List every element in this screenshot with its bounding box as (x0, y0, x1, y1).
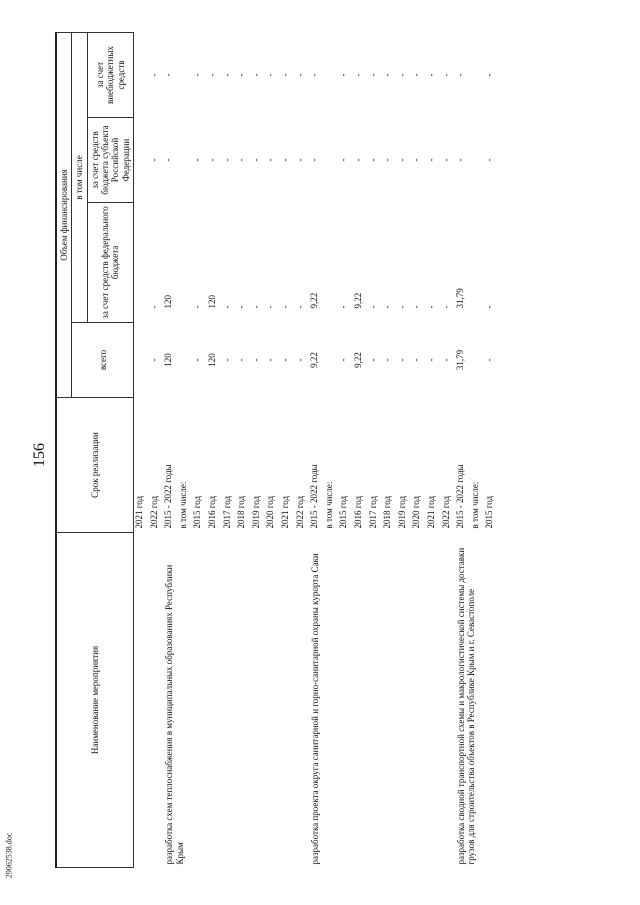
term-cell: 2022 год (148, 495, 159, 529)
term-cell: 2021 год (425, 495, 436, 529)
activity-name-cell (368, 533, 383, 868)
regional-cell: - (280, 158, 290, 162)
table-row (455, 33, 470, 868)
total-cell: - (382, 358, 393, 362)
activity-name-cell (309, 533, 324, 868)
extra-cell: - (455, 73, 466, 77)
activity-name-cell (207, 533, 222, 868)
table-row (295, 33, 310, 868)
activity-name-cell (470, 533, 485, 868)
activity-name-cell (324, 533, 339, 868)
table-row (207, 33, 222, 868)
total-cell: 9,22 (309, 352, 320, 368)
table-row (236, 33, 251, 868)
total-cell: - (425, 358, 436, 362)
federal-cell: 120 (207, 295, 218, 309)
extra-cell: - (352, 73, 363, 77)
table-row (251, 33, 266, 868)
activity-name-cell (397, 533, 412, 868)
activity-name-cell (222, 533, 237, 868)
extra-cell: - (207, 73, 218, 77)
table-row (134, 33, 149, 868)
federal-cell: - (265, 305, 276, 309)
table-header (56, 33, 134, 868)
funding-table (55, 32, 499, 868)
regional-cell: - (425, 158, 436, 162)
federal-cell (324, 203, 339, 323)
table-row (470, 33, 485, 868)
regional-cell: - (367, 158, 378, 162)
extra-cell: - (382, 73, 393, 77)
activity-name-cell (236, 533, 251, 868)
federal-cell: - (294, 305, 305, 309)
table-row (411, 33, 426, 868)
header-federal: за счет средств федерального бюджета (87, 203, 133, 323)
regional-cell: - (396, 158, 407, 162)
extra-cell: - (192, 73, 203, 77)
federal-cell: - (396, 305, 407, 309)
regional-cell: - (338, 158, 349, 162)
table-row (163, 33, 178, 868)
total-cell (324, 323, 339, 398)
extra-cell: - (280, 73, 290, 77)
table-row (426, 33, 441, 868)
federal-cell: - (338, 305, 349, 309)
table-row (441, 33, 456, 868)
table-row (368, 33, 383, 868)
federal-cell: 9,22 (309, 292, 320, 309)
header-name: Наименование мероприятия (56, 533, 134, 868)
total-cell: - (221, 358, 232, 362)
term-cell: 2017 год (221, 495, 232, 529)
term-cell: 2019 год (250, 495, 261, 529)
term-cell: 2016 год (207, 495, 218, 529)
total-cell: - (367, 358, 378, 362)
regional-cell: - (148, 158, 159, 162)
extra-cell (178, 33, 193, 118)
activity-name-cell (163, 533, 185, 868)
table-row (397, 33, 412, 868)
header-including: в том числе (72, 33, 87, 323)
extra-cell: - (265, 73, 276, 77)
term-cell: в том числе: (323, 481, 334, 529)
total-cell: - (236, 358, 247, 362)
activity-name-text: разработка проекта округа санитарной и горно-санитарной охраны курорта Саки (310, 553, 321, 865)
activity-name-cell (192, 533, 207, 868)
total-cell: 31,79 (455, 349, 466, 371)
table-row (353, 33, 368, 868)
table-row (338, 33, 353, 868)
regional-cell: - (250, 158, 261, 162)
total-cell: - (411, 358, 422, 362)
activity-name-cell (295, 533, 310, 868)
extra-cell: - (425, 73, 436, 77)
term-cell: 2020 год (411, 495, 422, 529)
regional-cell: - (221, 158, 232, 162)
extra-cell: - (163, 73, 174, 77)
total-cell: 9,22 (352, 352, 363, 368)
table-row (265, 33, 280, 868)
term-cell: 2015 год (338, 495, 349, 529)
total-cell: - (192, 358, 203, 362)
federal-cell: 9,22 (352, 292, 363, 309)
activity-name-cell (411, 533, 426, 868)
term-cell: 2021 год (134, 495, 145, 529)
extra-cell: - (294, 73, 305, 77)
activity-name-cell (353, 533, 368, 868)
extra-cell: - (484, 73, 495, 77)
footer-doc-code-text: 29062538.doc (4, 832, 14, 878)
table-row (484, 33, 499, 868)
regional-cell: - (309, 158, 320, 162)
federal-cell (470, 203, 485, 323)
total-cell (134, 323, 149, 398)
term-cell: 2022 год (294, 495, 305, 529)
footer-doc-code (2, 810, 16, 900)
term-cell: 2019 год (396, 495, 407, 529)
activity-name-cell (178, 533, 193, 868)
table-row (178, 33, 193, 868)
total-cell: - (484, 358, 495, 362)
federal-cell: 31,79 (455, 288, 466, 309)
term-cell: 2017 год (367, 495, 378, 529)
extra-cell: - (148, 73, 159, 77)
federal-cell: - (411, 305, 422, 309)
term-cell: 2016 год (352, 495, 363, 529)
federal-cell: - (425, 305, 436, 309)
table-row (280, 33, 295, 868)
regional-cell: - (382, 158, 393, 162)
regional-cell: - (352, 158, 363, 162)
activity-name-cell (484, 533, 499, 868)
federal-cell: - (148, 305, 159, 309)
landscape-table-block (55, 33, 585, 868)
term-cell: 2020 год (265, 495, 276, 529)
federal-cell: - (236, 305, 247, 309)
table-row (324, 33, 339, 868)
total-cell: 120 (207, 353, 218, 367)
term-cell: 2018 год (236, 495, 247, 529)
activity-name-text: разработка сводной транспортной схемы и макрологистической системы доставки грузов для строительства объектов в Республике Крым и г. Севастополе (456, 547, 477, 865)
regional-cell: - (294, 158, 305, 162)
header-funding: Объем финансирования (56, 33, 72, 398)
regional-cell: - (440, 158, 451, 162)
table-row (192, 33, 207, 868)
federal-cell: - (221, 305, 232, 309)
activity-name-cell (455, 533, 477, 868)
extra-cell (470, 33, 485, 118)
regional-cell: - (265, 158, 276, 162)
total-cell: - (338, 358, 349, 362)
term-cell: 2022 год (440, 495, 451, 529)
total-cell: - (396, 358, 407, 362)
extra-cell: - (396, 73, 407, 77)
extra-cell: - (236, 73, 247, 77)
extra-cell: - (367, 73, 378, 77)
federal-cell: - (440, 305, 451, 309)
term-cell: 2018 год (382, 495, 393, 529)
activity-name-cell (149, 533, 164, 868)
federal-cell (134, 203, 149, 323)
page-number (28, 440, 52, 470)
activity-name-cell (251, 533, 266, 868)
extra-cell: - (338, 73, 349, 77)
term-cell: в том числе: (177, 481, 188, 529)
table-body (134, 33, 499, 868)
extra-cell: - (309, 73, 320, 77)
regional-cell (178, 118, 193, 203)
activity-name-cell (441, 533, 456, 868)
federal-cell: - (280, 305, 290, 309)
extra-cell (134, 33, 149, 118)
table-row (149, 33, 164, 868)
term-cell: 2015 год (192, 495, 203, 529)
regional-cell: - (236, 158, 247, 162)
extra-cell (324, 33, 339, 118)
header-total: всего (72, 323, 134, 398)
federal-cell (178, 203, 193, 323)
total-cell: - (250, 358, 261, 362)
total-cell: - (280, 358, 290, 362)
federal-cell: - (250, 305, 261, 309)
regional-cell: - (163, 158, 174, 162)
total-cell: - (440, 358, 451, 362)
page-number-text: 156 (31, 443, 48, 467)
regional-cell (324, 118, 339, 203)
activity-name-cell (426, 533, 441, 868)
total-cell: - (265, 358, 276, 362)
federal-cell: 120 (163, 295, 174, 309)
term-cell: 2015 - 2022 годы (163, 464, 174, 529)
regional-cell (134, 118, 149, 203)
federal-cell: - (367, 305, 378, 309)
activity-name-text: разработка схем теплоснабжения в муниципальных образованиях Республики Крым (164, 564, 185, 865)
extra-cell: - (411, 73, 422, 77)
extra-cell: - (221, 73, 232, 77)
federal-cell: - (484, 305, 495, 309)
table-row (382, 33, 397, 868)
total-cell: - (148, 358, 159, 362)
term-cell: 2015 - 2022 годы (455, 464, 466, 529)
header-extra: за счет внебюджетных средств (87, 33, 133, 118)
term-cell: 2015 год (484, 495, 495, 529)
regional-cell: - (455, 158, 466, 162)
total-cell (470, 323, 485, 398)
term-cell: 2015 - 2022 годы (309, 464, 320, 529)
regional-cell: - (192, 158, 203, 162)
total-cell (178, 323, 193, 398)
term-cell: в том числе: (469, 481, 480, 529)
federal-cell: - (192, 305, 203, 309)
term-cell: 2021 год (280, 495, 290, 529)
activity-name-cell (280, 533, 295, 868)
regional-cell: - (207, 158, 218, 162)
activity-name-cell (338, 533, 353, 868)
activity-name-cell (382, 533, 397, 868)
extra-cell: - (440, 73, 451, 77)
table-row (222, 33, 237, 868)
regional-cell (470, 118, 485, 203)
header-regional: за счет средств бюджета субъекта Российской Федерации (87, 118, 133, 203)
federal-cell: - (382, 305, 393, 309)
regional-cell: - (411, 158, 422, 162)
extra-cell: - (250, 73, 261, 77)
header-term: Срок реализации (56, 398, 134, 533)
total-cell: - (294, 358, 305, 362)
regional-cell: - (484, 158, 495, 162)
activity-name-cell (265, 533, 280, 868)
total-cell: 120 (163, 353, 174, 367)
table-row (309, 33, 324, 868)
activity-name-cell (134, 533, 149, 868)
